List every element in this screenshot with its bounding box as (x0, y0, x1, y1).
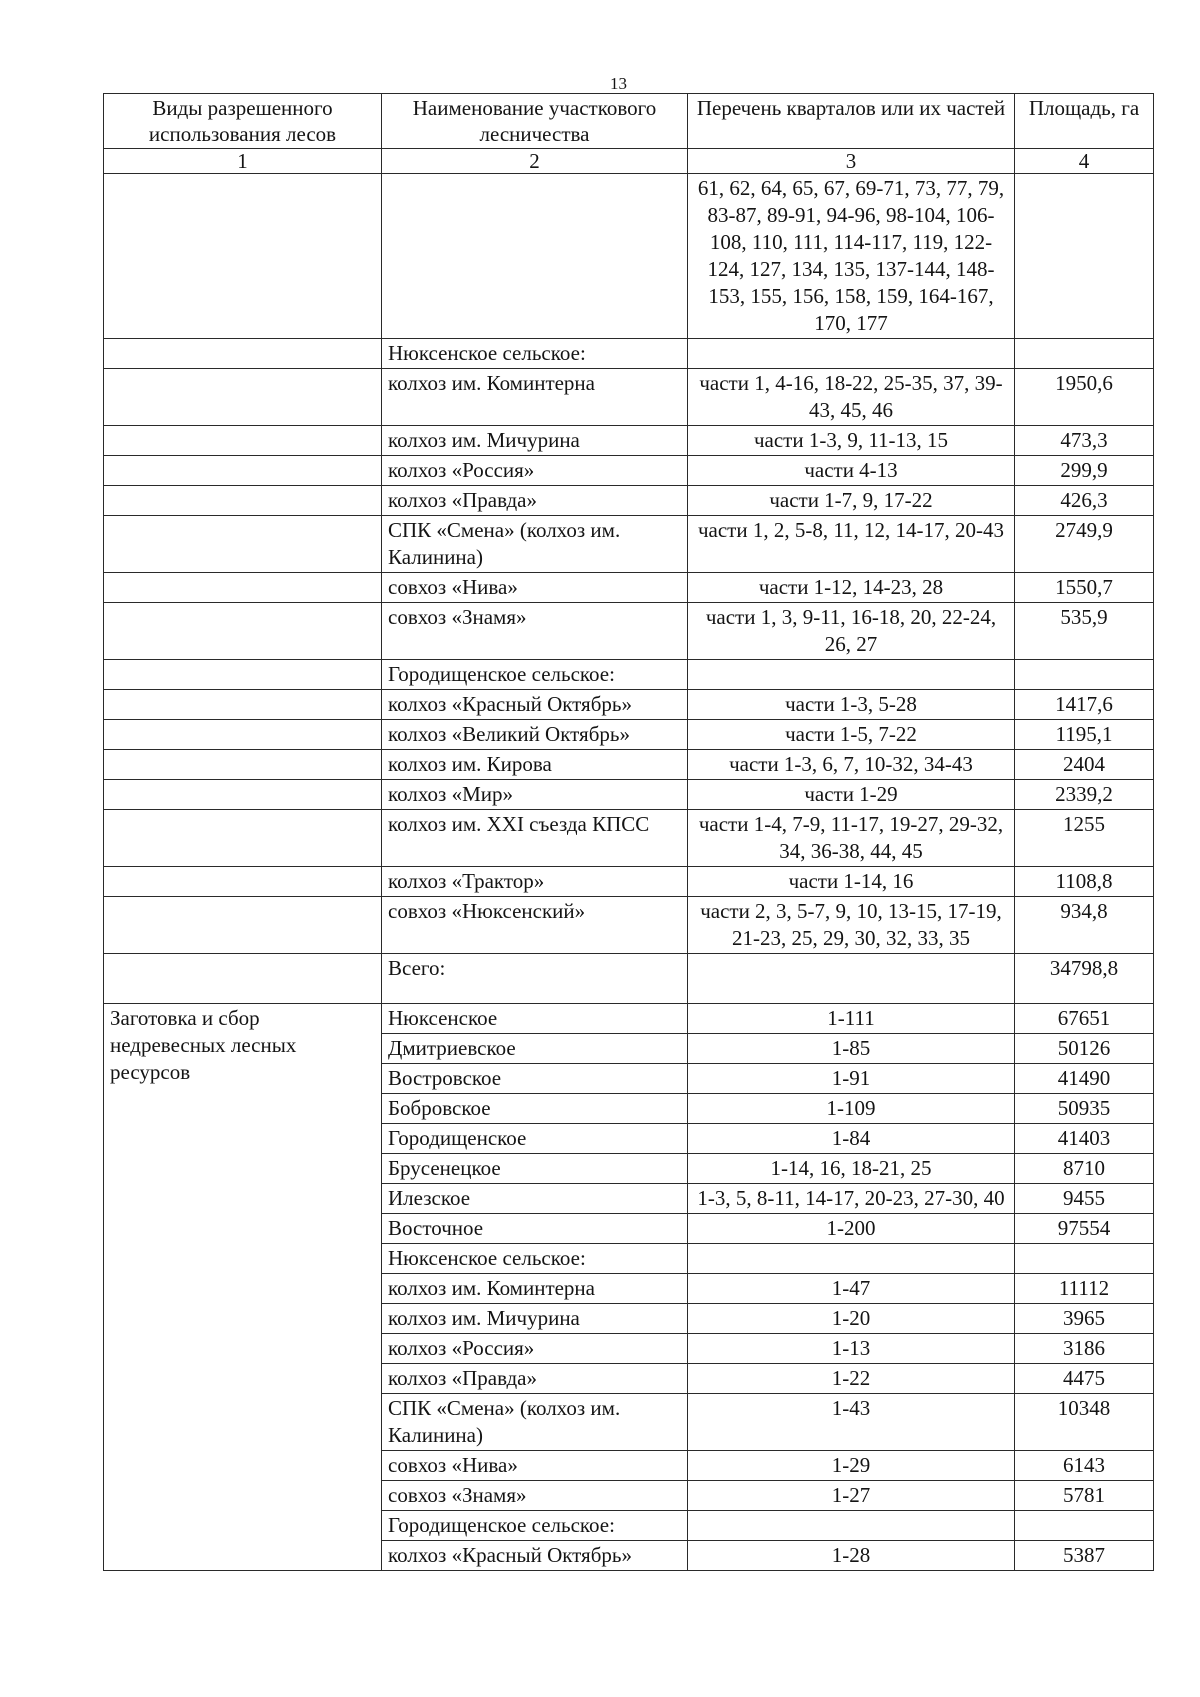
total-area: 34798,8 (1015, 954, 1154, 1004)
forestry-cell: Нюксенское (382, 1004, 688, 1034)
forestry-cell: Бобровское (382, 1094, 688, 1124)
total-row (104, 954, 1154, 1004)
quarters-cell (688, 339, 1015, 369)
quarters-cell: части 1-4, 7-9, 11-17, 19-27, 29-32, 34, 36-38, 44, 45 (688, 810, 1015, 867)
quarters-cell: 1-13 (688, 1334, 1015, 1364)
table-row (104, 516, 1154, 573)
forest-use-table (103, 93, 1154, 1571)
area-cell: 1550,7 (1015, 573, 1154, 603)
use-type-cell (104, 426, 382, 456)
use-type-cell (104, 810, 382, 867)
forestry-cell: совхоз «Нива» (382, 573, 688, 603)
quarters-cell: 1-43 (688, 1394, 1015, 1451)
use-type-cell (104, 954, 382, 1004)
table-row (104, 486, 1154, 516)
area-cell: 2404 (1015, 750, 1154, 780)
table-row (104, 456, 1154, 486)
quarters-cell: 61, 62, 64, 65, 67, 69-71, 73, 77, 79, 83-87, 89-91, 94-96, 98-104, 106-108, 110, 111, 114-117, 119, 122-124, 127, 134, 135, 137-144, 148-153, 155, 156, 158, 159, 164-167, 170, 177 (688, 174, 1015, 339)
use-type-cell (104, 369, 382, 426)
quarters-cell: 1-200 (688, 1214, 1015, 1244)
use-type-cell (104, 897, 382, 954)
area-cell (1015, 660, 1154, 690)
area-cell: 1195,1 (1015, 720, 1154, 750)
use-type-cell (104, 516, 382, 573)
use-type-cell (104, 339, 382, 369)
forestry-cell: Городищенское сельское: (382, 1511, 688, 1541)
forestry-cell: колхоз им. Коминтерна (382, 1274, 688, 1304)
table-row (104, 369, 1154, 426)
forestry-cell: колхоз «Великий Октябрь» (382, 720, 688, 750)
forestry-cell: колхоз «Красный Октябрь» (382, 690, 688, 720)
area-cell (1015, 1511, 1154, 1541)
quarters-cell: части 1-3, 5-28 (688, 690, 1015, 720)
area-cell (1015, 1244, 1154, 1274)
quarters-cell: части 1-3, 9, 11-13, 15 (688, 426, 1015, 456)
table-header-row (104, 94, 1154, 149)
quarters-cell: 1-111 (688, 1004, 1015, 1034)
area-cell: 97554 (1015, 1214, 1154, 1244)
forestry-cell: Нюксенское сельское: (382, 339, 688, 369)
forestry-cell: колхоз «Правда» (382, 1364, 688, 1394)
forestry-cell: Восточное (382, 1214, 688, 1244)
quarters-cell: части 2, 3, 5-7, 9, 10, 13-15, 17-19, 21-23, 25, 29, 30, 32, 33, 35 (688, 897, 1015, 954)
quarters-cell: части 1-7, 9, 17-22 (688, 486, 1015, 516)
forestry-cell: Дмитриевское (382, 1034, 688, 1064)
quarters-cell: 1-109 (688, 1094, 1015, 1124)
header-quarters-list: Перечень кварталов или их частей (688, 94, 1015, 149)
area-cell: 3186 (1015, 1334, 1154, 1364)
table-row (104, 1004, 1154, 1034)
forestry-cell: колхоз им. Мичурина (382, 426, 688, 456)
area-cell: 3965 (1015, 1304, 1154, 1334)
area-cell: 1417,6 (1015, 690, 1154, 720)
quarters-cell: части 1-14, 16 (688, 867, 1015, 897)
area-cell: 11112 (1015, 1274, 1154, 1304)
area-cell: 41490 (1015, 1064, 1154, 1094)
area-cell: 41403 (1015, 1124, 1154, 1154)
area-cell: 50126 (1015, 1034, 1154, 1064)
quarters-cell: части 4-13 (688, 456, 1015, 486)
area-cell: 9455 (1015, 1184, 1154, 1214)
area-cell: 10348 (1015, 1394, 1154, 1451)
area-cell: 1255 (1015, 810, 1154, 867)
forestry-cell: совхоз «Нюксенский» (382, 897, 688, 954)
forestry-cell: совхоз «Нива» (382, 1451, 688, 1481)
quarters-cell (688, 1244, 1015, 1274)
area-cell: 426,3 (1015, 486, 1154, 516)
use-type-cell (104, 174, 382, 339)
quarters-cell: части 1, 2, 5-8, 11, 12, 14-17, 20-43 (688, 516, 1015, 573)
table-row (104, 603, 1154, 660)
column-number-row (104, 149, 1154, 174)
use-type-cell (104, 603, 382, 660)
forestry-cell: колхоз «Правда» (382, 486, 688, 516)
table-row (104, 750, 1154, 780)
table-row (104, 720, 1154, 750)
area-cell: 299,9 (1015, 456, 1154, 486)
table-row (104, 897, 1154, 954)
forestry-cell: колхоз «Трактор» (382, 867, 688, 897)
quarters-cell: 1-14, 16, 18-21, 25 (688, 1154, 1015, 1184)
use-type-cell (104, 456, 382, 486)
use-type-cell (104, 780, 382, 810)
area-cell: 6143 (1015, 1451, 1154, 1481)
quarters-cell (688, 1511, 1015, 1541)
table-row (104, 174, 1154, 339)
column-number: 4 (1015, 149, 1154, 174)
page-number: 13 (610, 74, 627, 93)
forestry-cell: Городищенское сельское: (382, 660, 688, 690)
forestry-cell: колхоз «Россия» (382, 1334, 688, 1364)
use-type-cell (104, 720, 382, 750)
table-row (104, 867, 1154, 897)
use-type-cell (104, 660, 382, 690)
forestry-cell: колхоз «Мир» (382, 780, 688, 810)
forestry-cell: СПК «Смена» (колхоз им. Калинина) (382, 516, 688, 573)
quarters-cell: 1-20 (688, 1304, 1015, 1334)
quarters-cell: 1-84 (688, 1124, 1015, 1154)
area-cell: 50935 (1015, 1094, 1154, 1124)
area-cell: 4475 (1015, 1364, 1154, 1394)
forestry-cell: Востровское (382, 1064, 688, 1094)
quarters-cell (688, 660, 1015, 690)
table-row (104, 660, 1154, 690)
total-label: Всего: (382, 954, 688, 1004)
quarters-cell: 1-27 (688, 1481, 1015, 1511)
forestry-cell: колхоз «Красный Октябрь» (382, 1541, 688, 1571)
area-cell: 8710 (1015, 1154, 1154, 1184)
table-row (104, 339, 1154, 369)
quarters-cell: 1-47 (688, 1274, 1015, 1304)
area-cell: 67651 (1015, 1004, 1154, 1034)
use-type-cell (104, 867, 382, 897)
quarters-cell: части 1-5, 7-22 (688, 720, 1015, 750)
area-cell: 2339,2 (1015, 780, 1154, 810)
forestry-cell: совхоз «Знамя» (382, 1481, 688, 1511)
forestry-cell: колхоз им. Коминтерна (382, 369, 688, 426)
table-row (104, 690, 1154, 720)
quarters-cell: 1-91 (688, 1064, 1015, 1094)
area-cell (1015, 174, 1154, 339)
forestry-cell: СПК «Смена» (колхоз им. Калинина) (382, 1394, 688, 1451)
table-row (104, 573, 1154, 603)
use-type-cell (104, 573, 382, 603)
quarters-cell: части 1, 3, 9-11, 16-18, 20, 22-24, 26, 27 (688, 603, 1015, 660)
area-cell: 5781 (1015, 1481, 1154, 1511)
area-cell: 473,3 (1015, 426, 1154, 456)
quarters-cell: 1-22 (688, 1364, 1015, 1394)
forestry-cell: колхоз им. Мичурина (382, 1304, 688, 1334)
quarters-cell: части 1-12, 14-23, 28 (688, 573, 1015, 603)
quarters-cell: части 1, 4-16, 18-22, 25-35, 37, 39-43, 45, 46 (688, 369, 1015, 426)
quarters-cell: 1-29 (688, 1451, 1015, 1481)
forestry-cell: Нюксенское сельское: (382, 1244, 688, 1274)
use-type-cell (104, 750, 382, 780)
header-forestry-name: Наименование участкового лесничества (382, 94, 688, 149)
use-type-cell (104, 690, 382, 720)
quarters-cell: 1-28 (688, 1541, 1015, 1571)
header-use-type: Виды разрешенного использования лесов (104, 94, 382, 149)
quarters-cell (688, 954, 1015, 1004)
area-cell: 535,9 (1015, 603, 1154, 660)
table-row (104, 780, 1154, 810)
area-cell: 934,8 (1015, 897, 1154, 954)
quarters-cell: части 1-29 (688, 780, 1015, 810)
area-cell: 2749,9 (1015, 516, 1154, 573)
quarters-cell: части 1-3, 6, 7, 10-32, 34-43 (688, 750, 1015, 780)
forestry-cell: Илезское (382, 1184, 688, 1214)
forestry-cell: Городищенское (382, 1124, 688, 1154)
area-cell (1015, 339, 1154, 369)
use-type-cell (104, 486, 382, 516)
table-row (104, 810, 1154, 867)
forestry-cell: колхоз им. XXI съезда КПСС (382, 810, 688, 867)
forestry-cell (382, 174, 688, 339)
header-area: Площадь, га (1015, 94, 1154, 149)
quarters-cell: 1-85 (688, 1034, 1015, 1064)
area-cell: 5387 (1015, 1541, 1154, 1571)
use-type-cell: Заготовка и сбор недревесных лесных ресурсов (104, 1004, 382, 1571)
area-cell: 1950,6 (1015, 369, 1154, 426)
forestry-cell: совхоз «Знамя» (382, 603, 688, 660)
forestry-cell: колхоз им. Кирова (382, 750, 688, 780)
forestry-cell: Брусенецкое (382, 1154, 688, 1184)
quarters-cell: 1-3, 5, 8-11, 14-17, 20-23, 27-30, 40 (688, 1184, 1015, 1214)
column-number: 1 (104, 149, 382, 174)
area-cell: 1108,8 (1015, 867, 1154, 897)
column-number: 3 (688, 149, 1015, 174)
forestry-cell: колхоз «Россия» (382, 456, 688, 486)
table-row (104, 426, 1154, 456)
column-number: 2 (382, 149, 688, 174)
